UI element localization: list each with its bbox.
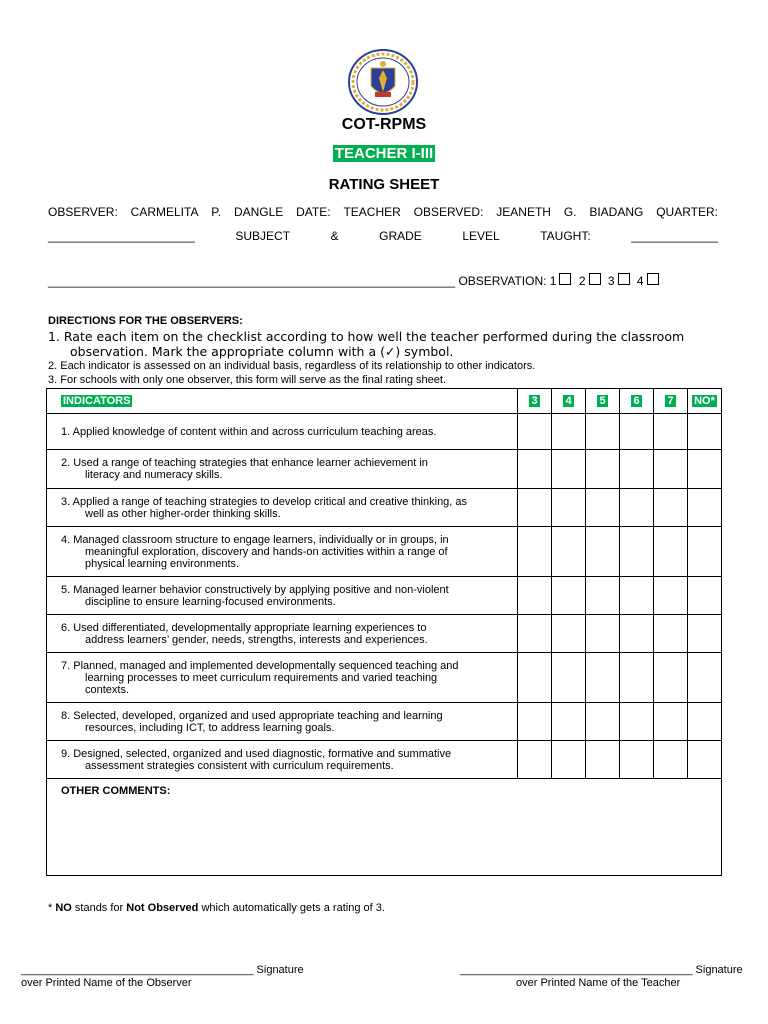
indicator-text: [47, 615, 518, 653]
observation-1-checkbox[interactable]: [559, 273, 571, 285]
page-title: COT-RPMS: [341, 116, 427, 133]
indicator-line: 4. Managed classroom structure to engage learners, individually or in groups, in: [61, 533, 449, 546]
rating-header-6: 6: [620, 389, 654, 414]
blank-line: _____________________________________________________________: [48, 274, 456, 288]
rating-cell[interactable]: [688, 653, 722, 703]
observation-3-label: 3: [607, 274, 615, 288]
rating-cell[interactable]: [654, 615, 688, 653]
sheet-title: RATING SHEET: [328, 176, 440, 193]
observation-2-checkbox[interactable]: [589, 273, 601, 285]
info-word: G.: [563, 205, 577, 219]
rating-cell[interactable]: [552, 450, 586, 489]
teacher-name-label: over Printed Name of the Teacher: [516, 977, 681, 989]
observation-4-checkbox[interactable]: [647, 273, 659, 285]
info-word: QUARTER:: [656, 205, 718, 219]
info-row-1: [48, 205, 718, 219]
rating-cell[interactable]: [654, 577, 688, 615]
rating-cell[interactable]: [518, 741, 552, 779]
indicator-line: 6. Used differentiated, developmentally appropriate learning experiences to: [61, 621, 427, 634]
indicator-row: [47, 527, 722, 577]
rating-cell[interactable]: [586, 577, 620, 615]
rating-cell[interactable]: [620, 741, 654, 779]
blank-line: _____________: [631, 229, 718, 243]
rating-cell[interactable]: [620, 615, 654, 653]
teacher-signature-line: [460, 964, 743, 976]
indicator-row: [47, 489, 722, 527]
indicator-row: [47, 414, 722, 450]
indicator-text: [47, 527, 518, 577]
rating-cell[interactable]: [688, 577, 722, 615]
sig-line: ______________________________________: [460, 964, 693, 976]
info-word: TAUGHT:: [540, 229, 591, 243]
rating-cell[interactable]: [654, 527, 688, 577]
indicator-row: [47, 703, 722, 741]
observation-label: OBSERVATION: 1: [458, 274, 557, 288]
indicator-text: [47, 489, 518, 527]
rating-cell[interactable]: [586, 489, 620, 527]
direction-item-2: 2. Each indicator is assessed on an individual basis, regardless of its relationship to other indicators.: [48, 360, 536, 372]
comments-row: [47, 779, 722, 876]
footnote-mid: stands for: [71, 902, 127, 914]
rating-cell[interactable]: [654, 703, 688, 741]
indicator-line: address learners’ gender, needs, strengths, interests and experiences.: [85, 633, 428, 646]
indicator-line: literacy and numeracy skills.: [85, 469, 223, 481]
rating-cell[interactable]: [586, 450, 620, 489]
rating-cell[interactable]: [654, 653, 688, 703]
subtitle: [0, 145, 768, 162]
rating-cell[interactable]: [586, 741, 620, 779]
rating-cell[interactable]: [552, 741, 586, 779]
rating-cell[interactable]: [654, 414, 688, 450]
rating-cell[interactable]: [688, 615, 722, 653]
indicator-line: 9. Designed, selected, organized and used diagnostic, formative and summative: [61, 747, 452, 760]
subtitle-highlight: TEACHER I-III: [334, 145, 434, 162]
rating-cell[interactable]: [552, 489, 586, 527]
rating-cell[interactable]: [518, 450, 552, 489]
indicator-line: physical learning environments.: [85, 557, 240, 570]
rating-cell[interactable]: [586, 615, 620, 653]
info-word: LEVEL: [462, 229, 500, 243]
rating-cell[interactable]: [552, 653, 586, 703]
rating-cell[interactable]: [654, 489, 688, 527]
indicator-line: 8. Selected, developed, organized and used appropriate teaching and learning: [61, 709, 443, 722]
rating-cell[interactable]: [688, 489, 722, 527]
rating-header-5: 5: [586, 389, 620, 414]
observation-2-label: 2: [578, 274, 586, 288]
info-word: P.: [211, 205, 222, 219]
indicator-text: [47, 414, 518, 450]
rating-cell[interactable]: [586, 653, 620, 703]
direction-1-line-1: 1. Rate each item on the checklist according to how well the teacher performed during the classroom: [48, 329, 685, 344]
info-word: DANGLE: [233, 205, 284, 219]
indicator-text: [47, 577, 518, 615]
table-header-row: [47, 389, 722, 414]
rating-cell[interactable]: [552, 577, 586, 615]
indicator-line: learning processes to meet curriculum requirements and varied teaching: [85, 671, 438, 684]
sig-word: Signature: [253, 964, 304, 976]
rating-cell[interactable]: [552, 527, 586, 577]
directions-heading: DIRECTIONS FOR THE OBSERVERS:: [48, 315, 243, 327]
rating-cell[interactable]: [620, 653, 654, 703]
info-word: SUBJECT: [235, 229, 291, 243]
rating-cell[interactable]: [518, 577, 552, 615]
indicator-line: well as other higher-order thinking skills.: [85, 507, 281, 520]
direction-item-1: [48, 329, 684, 359]
rating-cell[interactable]: [688, 703, 722, 741]
rating-header-3: 3: [518, 389, 552, 414]
blank-line: ______________________: [48, 229, 195, 243]
footnote: [48, 902, 385, 914]
rating-cell[interactable]: [688, 527, 722, 577]
rating-cell[interactable]: [518, 527, 552, 577]
direction-1-line-2: observation. Mark the appropriate column with a (✓) symbol.: [70, 344, 454, 359]
deped-seal: [347, 48, 419, 116]
rating-cell[interactable]: [518, 703, 552, 741]
rating-cell[interactable]: [518, 615, 552, 653]
indicator-row: [47, 450, 722, 489]
footnote-end: which automatically gets a rating of 3.: [198, 902, 385, 914]
sig-word: Signature: [692, 964, 743, 976]
indicator-line: 3. Applied a range of teaching strategies to develop critical and creative thinking, as: [61, 495, 468, 508]
info-word: &: [330, 229, 339, 243]
info-word: BIADANG: [589, 205, 644, 219]
indicator-row: [47, 615, 722, 653]
footnote-not-observed: Not Observed: [126, 902, 199, 914]
indicator-line: meaningful exploration, discovery and hands-on activities within a range of: [85, 545, 448, 558]
rating-cell[interactable]: [620, 527, 654, 577]
indicator-line: resources, including ICT, to address learning goals.: [85, 721, 335, 734]
rating-cell[interactable]: [688, 414, 722, 450]
indicator-line: contexts.: [85, 683, 130, 696]
rating-cell[interactable]: [620, 577, 654, 615]
rating-cell[interactable]: [654, 450, 688, 489]
direction-item-3: 3. For schools with only one observer, this form will serve as the final rating sheet.: [48, 374, 447, 386]
rating-cell[interactable]: [620, 489, 654, 527]
indicator-text: [47, 741, 518, 779]
info-word: GRADE: [379, 229, 422, 243]
indicator-row: [47, 577, 722, 615]
info-word: CARMELITA: [130, 205, 199, 219]
rating-cell[interactable]: [620, 414, 654, 450]
observation-3-checkbox[interactable]: [618, 273, 630, 285]
indicator-text: [47, 703, 518, 741]
rating-header-no: NO*: [688, 389, 722, 414]
rating-cell[interactable]: [552, 414, 586, 450]
indicator-line: 5. Managed learner behavior constructively by applying positive and non-violent: [61, 583, 449, 596]
indicator-row: [47, 653, 722, 703]
rating-cell[interactable]: [586, 527, 620, 577]
indicator-row: [47, 741, 722, 779]
info-word: OBSERVER:: [48, 205, 118, 219]
observation-4-label: 4: [636, 274, 644, 288]
observer-signature-line: [21, 964, 304, 976]
indicator-text: [47, 653, 518, 703]
indicator-text: [47, 450, 518, 489]
rating-cell[interactable]: [518, 653, 552, 703]
rating-cell[interactable]: [654, 741, 688, 779]
footnote-star: *: [48, 902, 56, 914]
observer-name-label: over Printed Name of the Observer: [21, 977, 192, 989]
rating-cell[interactable]: [552, 703, 586, 741]
indicator-line: 2. Used a range of teaching strategies that enhance learner achievement in: [61, 457, 428, 469]
rating-cell[interactable]: [518, 414, 552, 450]
rating-header-4: 4: [552, 389, 586, 414]
rating-cell[interactable]: [552, 615, 586, 653]
indicator-line: assessment strategies consistent with curriculum requirements.: [85, 759, 394, 772]
rating-cell[interactable]: [586, 703, 620, 741]
info-row-2: [48, 229, 718, 243]
indicator-line: 7. Planned, managed and implemented developmentally sequenced teaching and: [61, 659, 459, 672]
info-word: JEANETH: [496, 205, 551, 219]
comments-cell[interactable]: [47, 779, 722, 876]
info-word: DATE:: [296, 205, 331, 219]
sig-line: ______________________________________: [21, 964, 254, 976]
rating-cell[interactable]: [688, 450, 722, 489]
rating-cell[interactable]: [620, 450, 654, 489]
info-word: TEACHER: [343, 205, 401, 219]
indicator-line: discipline to ensure learning-focused environments.: [85, 595, 336, 608]
observation-row: [48, 273, 663, 288]
indicators-header: INDICATORS: [47, 389, 518, 414]
indicator-line: 1. Applied knowledge of content within and across curriculum teaching areas.: [61, 425, 437, 438]
rating-table: [46, 388, 722, 876]
rating-cell[interactable]: [518, 489, 552, 527]
rating-cell[interactable]: [620, 703, 654, 741]
rating-cell[interactable]: [586, 414, 620, 450]
info-word: OBSERVED:: [413, 205, 484, 219]
rating-cell[interactable]: [688, 741, 722, 779]
rating-header-7: 7: [654, 389, 688, 414]
footnote-no: NO: [55, 902, 72, 914]
comments-label: OTHER COMMENTS:: [61, 785, 171, 797]
